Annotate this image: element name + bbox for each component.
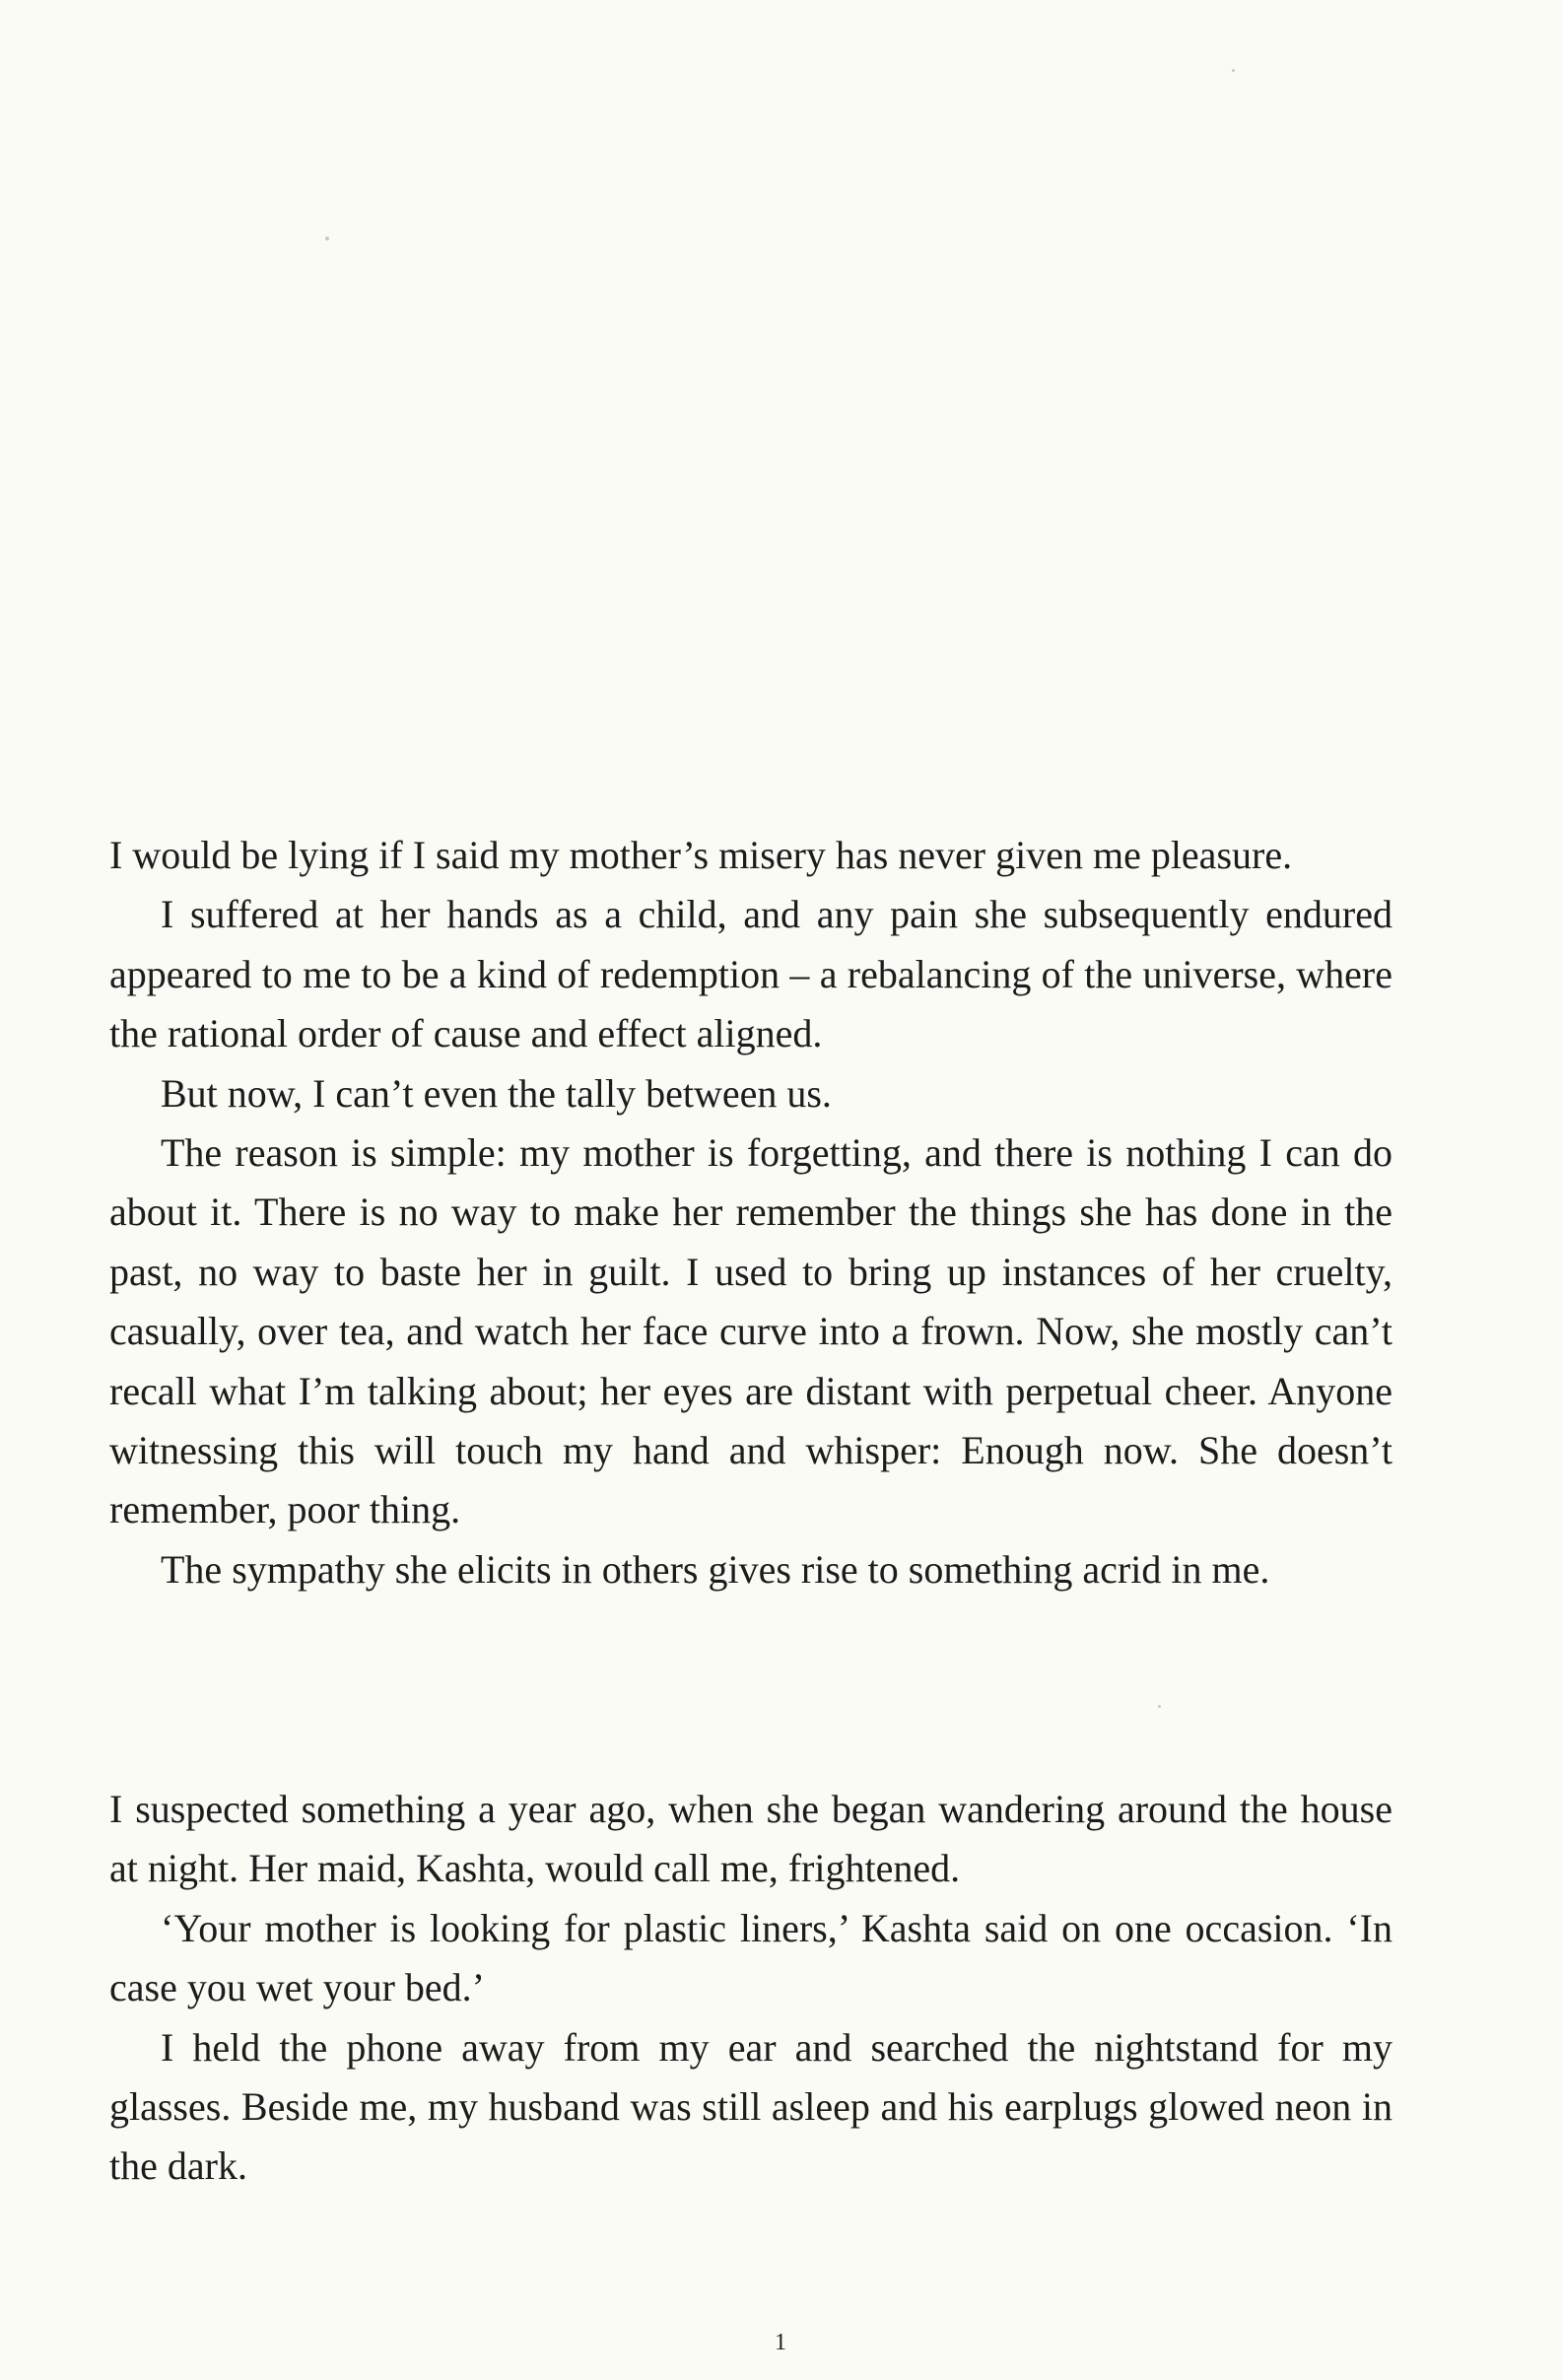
page-number: 1 [775, 2330, 787, 2355]
section-two [109, 1780, 1392, 2197]
paper-speck [1158, 1705, 1161, 1708]
paragraph: I suspected something a year ago, when she began wandering around the house at night. Her maid, Kashta, would call me, frightened. [109, 1787, 1392, 1891]
paragraph: The reason is simple: my mother is forgetting, and there is nothing I can do about it. There is no way to make her remember the things she has done in the past, no way to baste her in guilt. I used to bring up instances of her cruelty, casually, over tea, and watch her face curve into a frown. Now, she mostly can’t recall what I’m talking about; her eyes are distant with perpetual cheer. Anyone witnessing this will touch my hand and whisper: Enough now. She doesn’t remember, poor thing. [109, 1130, 1392, 1532]
paragraph: I would be lying if I said my mother’s misery has never given me pleasure. [109, 833, 1293, 877]
paragraph: I held the phone away from my ear and searched the nightstand for my glasses. Beside me, my husband was still asleep and his earplugs glowed neon in the dark. [109, 2024, 1392, 2189]
section-one [109, 826, 1392, 1599]
paper-speck [325, 237, 329, 240]
paragraph: The sympathy she elicits in others gives rise to something acrid in me. [161, 1546, 1270, 1592]
paragraph: ‘Your mother is looking for plastic liners,’ Kashta said on one occasion. ‘In case you wet your bed.’ [109, 1905, 1392, 2010]
paper-speck [1232, 69, 1235, 72]
paragraph: I suffered at her hands as a child, and any pain she subsequently endured appeared to me to be a kind of redemption – a rebalancing of the universe, where the rational order of cause and effect aligned. [109, 892, 1392, 1056]
paragraph: But now, I can’t even the tally between us. [161, 1070, 832, 1116]
